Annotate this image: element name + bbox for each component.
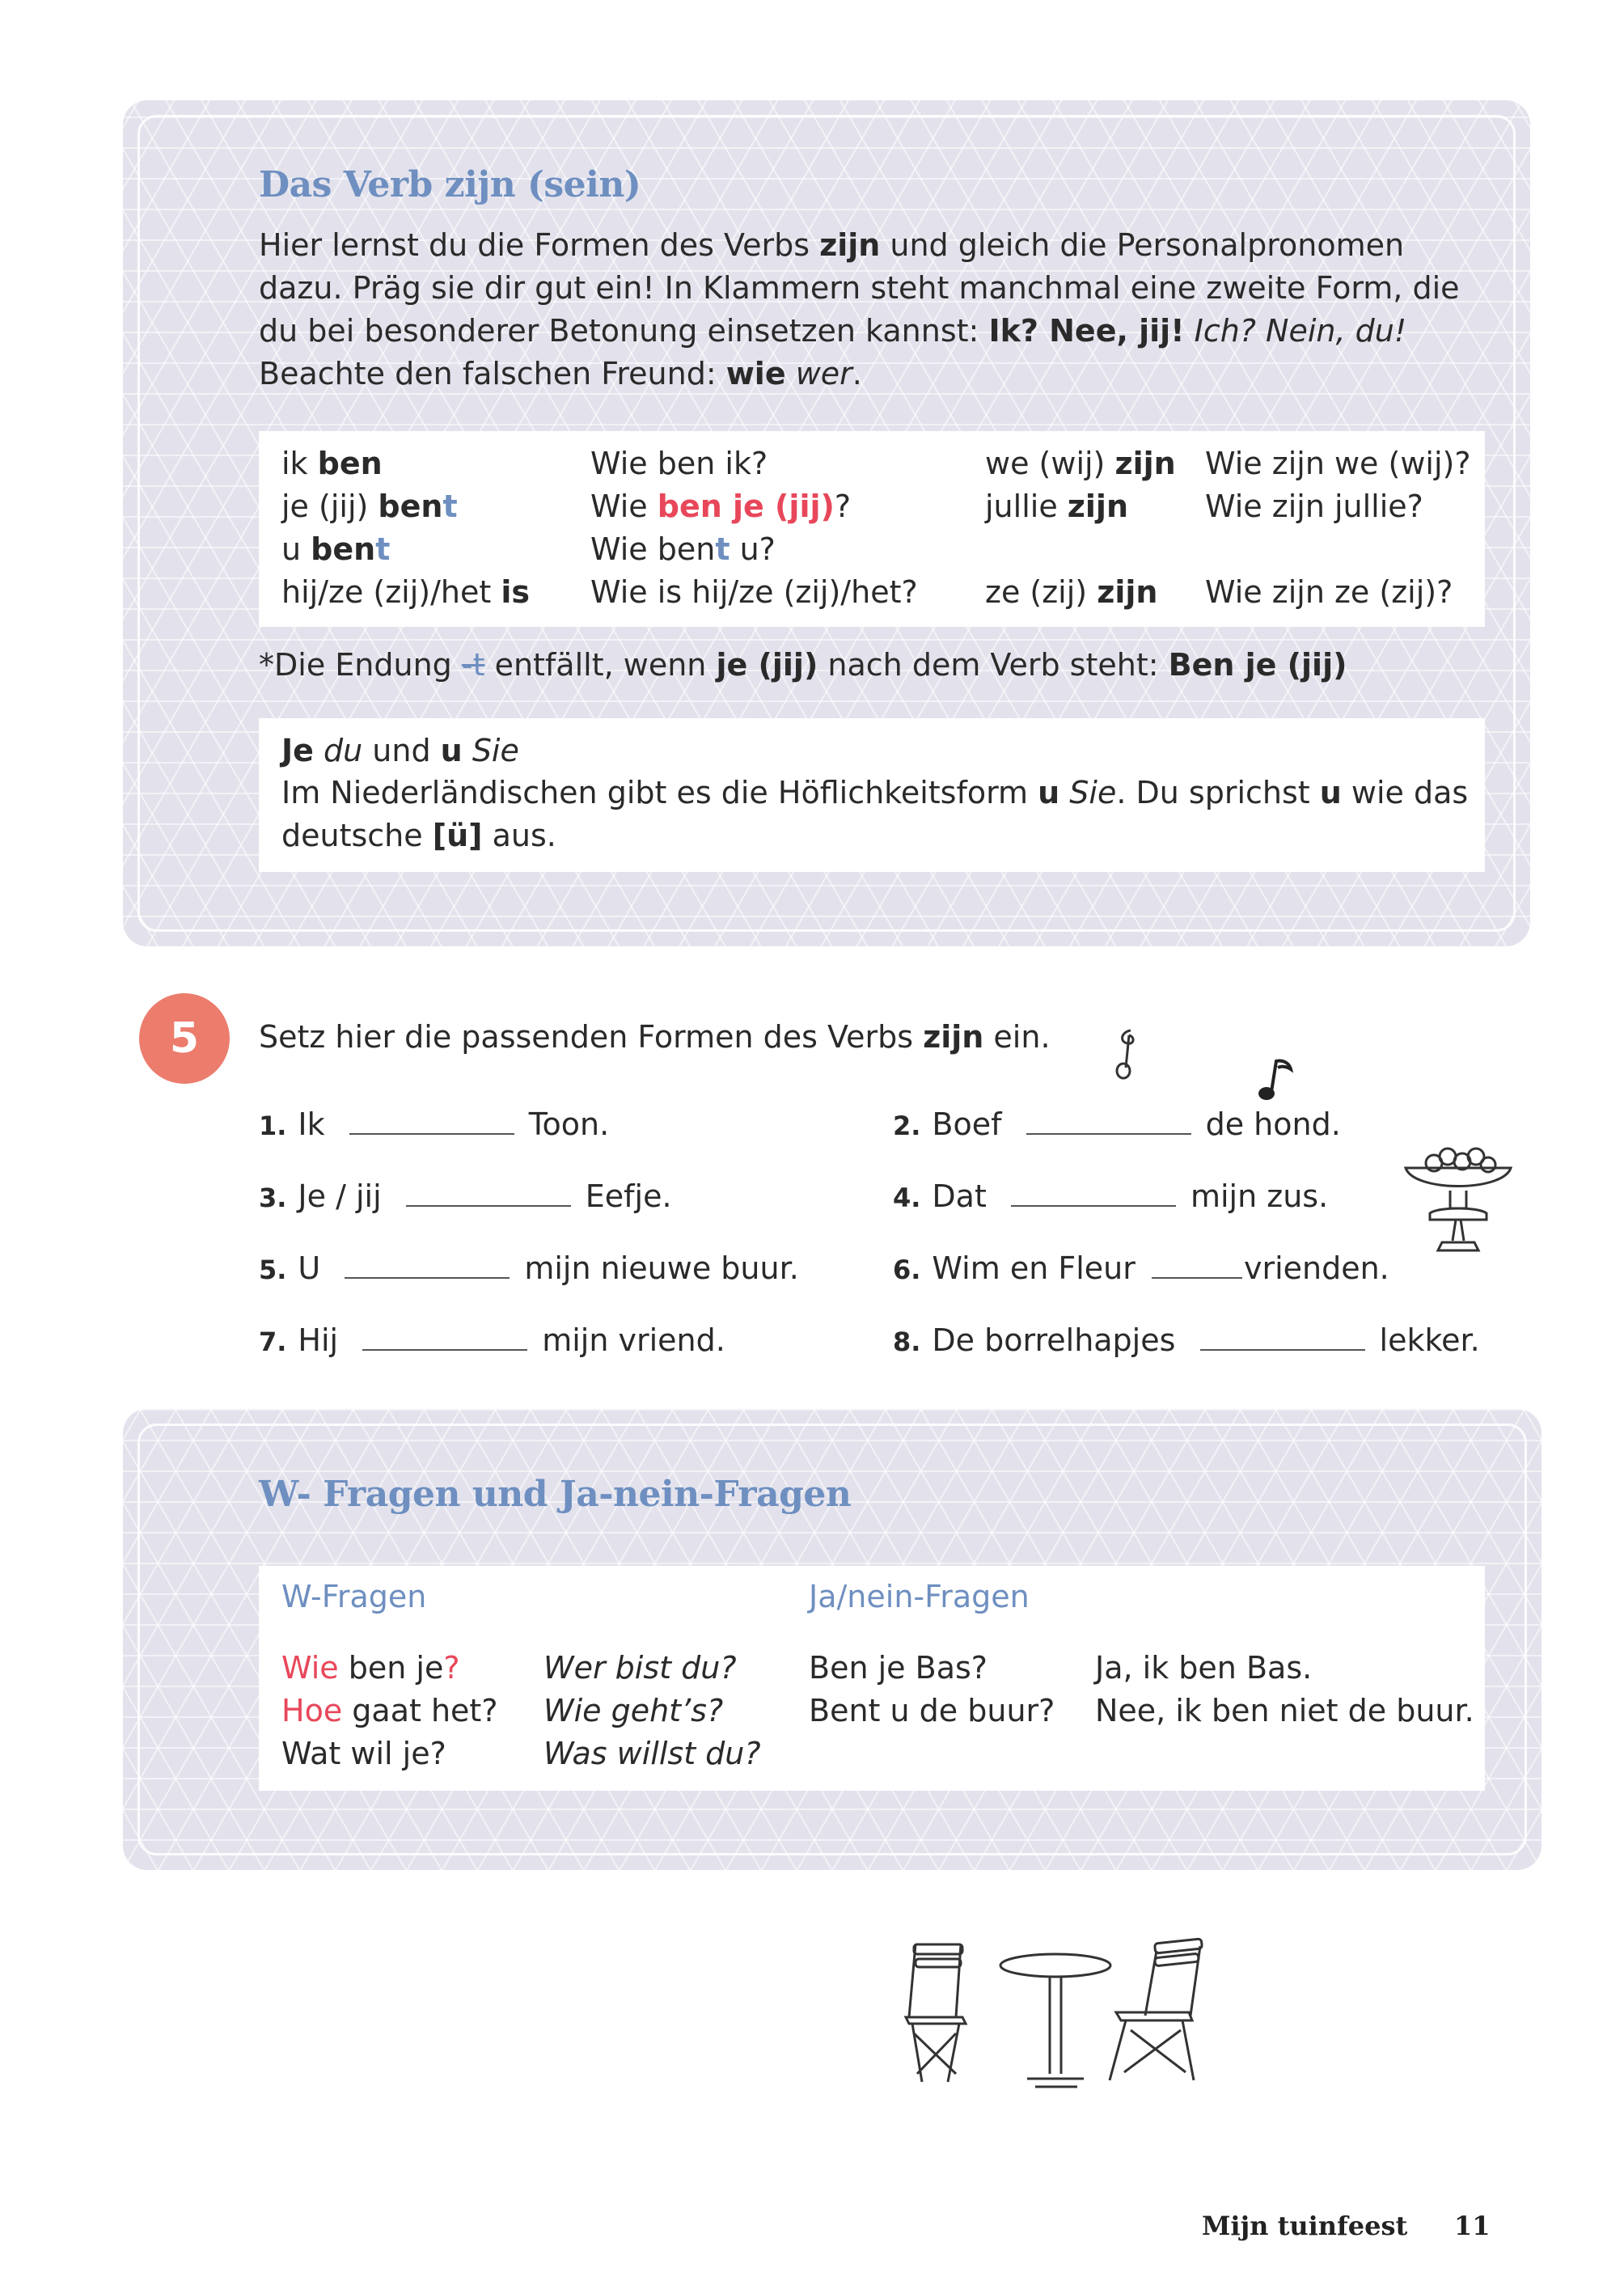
conj-cell: Wie zijn we (wij)?	[1205, 446, 1471, 481]
w-question-translation: Was willst du?	[543, 1736, 761, 1771]
w-question-translation: Wer bist du?	[543, 1650, 737, 1686]
w-question-translation: Wie geht’s?	[543, 1693, 724, 1728]
music-note-icon	[1113, 1027, 1145, 1084]
polite-form-text: Im Niederländischen gibt es die Höflichkeitsform u Sie. Du sprichst u wie das deutsche [ü] aus.	[281, 775, 1469, 853]
bistro-chairs-illustration	[898, 1928, 1213, 2090]
exercise-item-5: 5. U mijn nieuwe buur.	[259, 1250, 799, 1286]
ending-note: *Die Endung -t entfällt, wenn je (jij) nach dem Verb steht: Ben je (jij)	[259, 647, 1347, 683]
polite-form-box	[259, 718, 1485, 872]
section-title-questions: W- Fragen und Ja-nein-Fragen	[259, 1474, 852, 1515]
conj-cell: Wie is hij/ze (zij)/het?	[590, 574, 918, 610]
yes-no-question: Ben je Bas?	[809, 1650, 988, 1686]
answer-blank[interactable]	[1026, 1133, 1191, 1135]
answer-blank[interactable]	[1152, 1277, 1242, 1279]
w-question: Hoe gaat het?	[281, 1693, 498, 1728]
music-note-icon	[1255, 1056, 1296, 1105]
intro-paragraph: Hier lernst du die Formen des Verbs zijn und gleich die Personalpronomen dazu. Präg sie dir gut ein! In Klammern steht manchmal eine zweite Form, die du bei besonderer Betonung einsetzen kannst: Ik? Nee, jij! Ich? Nein, du! Beachte den falschen Freund: wie wer.	[259, 227, 1460, 391]
conj-cell: Wie zijn jullie?	[1205, 489, 1423, 524]
polite-form-heading: Je du und u Sie	[281, 733, 519, 768]
questions-table	[259, 1566, 1485, 1791]
conj-cell: u bent	[281, 531, 391, 567]
yes-no-answer: Ja, ik ben Bas.	[1095, 1650, 1313, 1686]
exercise-item-6: 6. Wim en Fleur vrienden.	[893, 1250, 1389, 1286]
conj-cell: Wie ben je (jij)?	[590, 489, 852, 524]
exercise-item-4: 4. Dat mijn zus.	[893, 1178, 1329, 1214]
conj-cell: Wie bent u?	[590, 531, 776, 567]
yes-no-question: Bent u de buur?	[809, 1693, 1055, 1728]
yes-no-answer: Nee, ik ben niet de buur.	[1095, 1693, 1474, 1728]
conj-cell: ik ben	[281, 446, 383, 481]
w-question: Wat wil je?	[281, 1736, 446, 1771]
yes-no-questions-header: Ja/nein-Fragen	[809, 1579, 1030, 1614]
conj-cell: ze (zij) zijn	[985, 574, 1158, 610]
fruit-bowl-icon	[1398, 1136, 1519, 1257]
page-number: 11	[1454, 2211, 1491, 2241]
answer-blank[interactable]	[1011, 1205, 1176, 1207]
conjugation-table	[259, 431, 1485, 627]
exercise-item-1: 1. Ik Toon.	[259, 1106, 610, 1142]
chapter-name: Mijn tuinfeest	[1202, 2211, 1408, 2241]
answer-blank[interactable]	[362, 1349, 527, 1351]
exercise-instruction: Setz hier die passenden Formen des Verbs zijn ein.	[259, 1019, 1051, 1055]
conj-cell: we (wij) zijn	[985, 446, 1176, 481]
exercise-item-2: 2. Boef de hond.	[893, 1106, 1341, 1142]
conj-cell: jullie zijn	[985, 489, 1129, 524]
conj-cell: hij/ze (zij)/het is	[281, 574, 531, 610]
exercise-item-3: 3. Je / jij Eefje.	[259, 1178, 672, 1214]
conj-cell: Wie zijn ze (zij)?	[1205, 574, 1453, 610]
w-question: Wie ben je?	[281, 1650, 460, 1686]
conj-cell: Wie ben ik?	[590, 446, 768, 481]
answer-blank[interactable]	[349, 1133, 514, 1135]
conj-cell: je (jij) bent	[281, 489, 458, 524]
exercise-number-badge: 5	[139, 993, 230, 1084]
exercise-item-8: 8. De borrelhapjes lekker.	[893, 1322, 1480, 1358]
w-questions-header: W-Fragen	[281, 1579, 427, 1614]
section-title-zijn: Das Verb zijn (sein)	[259, 164, 641, 205]
answer-blank[interactable]	[1200, 1349, 1365, 1351]
exercise-item-7: 7. Hij mijn vriend.	[259, 1322, 725, 1358]
answer-blank[interactable]	[345, 1277, 510, 1279]
answer-blank[interactable]	[406, 1205, 571, 1207]
